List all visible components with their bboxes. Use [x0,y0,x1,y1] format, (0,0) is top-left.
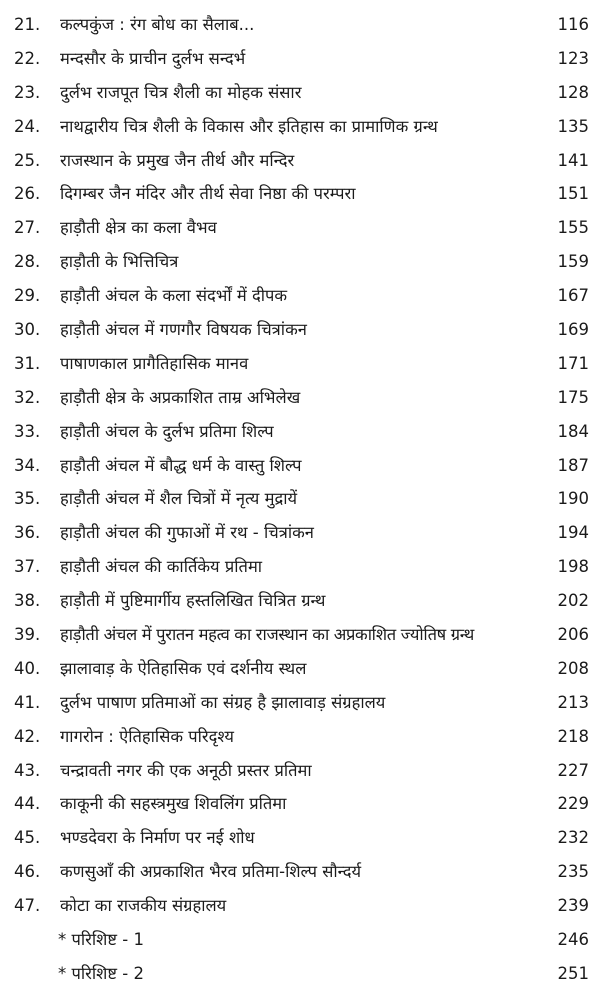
entry-number: 40. [14,658,41,678]
entry-number: 41. [14,692,41,712]
entry-page-number: 167 [557,286,589,306]
entry-number: 32. [14,387,41,407]
toc-appendix-2 [0,957,600,991]
entry-number: 28. [14,252,41,272]
entry-page-number: 116 [557,15,589,34]
entry-number: 27. [14,218,41,238]
entry-title: पाषाणकाल प्रागैतिहासिक मानव [60,353,249,373]
entry-page-number: 208 [557,658,589,678]
entry-number: 47. [14,896,41,916]
entry-title: राजस्थान के प्रमुख जैन तीर्थ और मन्दिर [60,150,295,170]
entry-title: झालावाड़ के ऐतिहासिक एवं दर्शनीय स्थल [60,658,307,678]
entry-page-number: 141 [557,150,589,170]
entry-title: कल्पकुंज : रंग बोध का सैलाब... [60,15,255,34]
entry-title: हाड़ौती अंचल की गुफाओं में रथ - चित्रांकन [60,523,314,543]
entry-page-number: 235 [557,862,589,882]
entry-page-number: 128 [557,82,589,102]
appendix-page-number: 246 [557,930,589,950]
toc-entry-24 [0,110,600,144]
entry-title: हाड़ौती अंचल के दुर्लभ प्रतिमा शिल्प [60,421,274,441]
entry-page-number: 171 [557,353,589,373]
toc-entry-38 [0,584,600,618]
entry-title: दुर्लभ पाषाण प्रतिमाओं का संग्रह है झालावाड़ संग्रहालय [60,692,386,712]
toc-entry-29 [0,279,600,313]
entry-page-number: 239 [557,896,589,916]
toc-entry-27 [0,211,600,245]
toc-entry-22 [0,42,600,76]
toc-entry-26 [0,177,600,211]
toc-entry-46 [0,855,600,889]
entry-number: 34. [14,455,41,475]
entry-title: चन्द्रावती नगर की एक अनूठी प्रस्तर प्रतिमा [60,760,312,780]
entry-page-number: 194 [557,523,589,543]
entry-title: दुर्लभ राजपूत चित्र शैली का मोहक संसार [60,82,302,102]
entry-page-number: 175 [557,387,589,407]
toc-entry-23 [0,76,600,110]
toc-entry-28 [0,245,600,279]
toc-entry-25 [0,144,600,178]
entry-page-number: 232 [557,828,589,848]
entry-number: 24. [14,116,41,136]
toc-entry-44 [0,787,600,821]
toc-entry-40 [0,652,600,686]
table-of-contents [0,8,600,991]
entry-number: 22. [14,48,41,68]
entry-number: 38. [14,591,41,611]
entry-page-number: 151 [557,184,589,204]
entry-number: 35. [14,489,41,509]
appendix-page-number: 251 [557,963,589,983]
toc-entry-47 [0,889,600,923]
toc-entry-42 [0,720,600,754]
toc-entry-41 [0,686,600,720]
entry-number: 44. [14,794,41,814]
entry-page-number: 218 [557,726,589,746]
entry-title: हाड़ौती क्षेत्र का कला वैभव [60,218,217,238]
entry-title: हाड़ौती अंचल में शैल चित्रों में नृत्य मुद्रायें [60,489,298,509]
entry-number: 26. [14,184,41,204]
appendix-title: * परिशिष्ट - 1 [58,930,144,950]
appendix-title: * परिशिष्ट - 2 [58,963,144,983]
entry-title: हाड़ौती अंचल की कार्तिकेय प्रतिमा [60,557,263,577]
entry-title: मन्दसौर के प्राचीन दुर्लभ सन्दर्भ [60,48,246,68]
entry-number: 42. [14,726,41,746]
entry-page-number: 135 [557,116,589,136]
entry-number: 46. [14,862,41,882]
entry-title: कोटा का राजकीय संग्रहालय [60,896,227,916]
entry-page-number: 206 [557,625,589,645]
entry-page-number: 198 [557,557,589,577]
entry-page-number: 229 [557,794,589,814]
entry-title: कणसुआँ की अप्रकाशित भैरव प्रतिमा-शिल्प सौन्दर्य [60,862,362,882]
toc-entry-34 [0,449,600,483]
toc-entry-21 [0,8,600,42]
entry-page-number: 213 [557,692,589,712]
entry-title: काकूनी की सहस्त्रमुख शिवलिंग प्रतिमा [60,794,287,814]
entry-page-number: 159 [557,252,589,272]
entry-title: हाड़ौती में पुष्टिमार्गीय हस्तलिखित चित्रित ग्रन्थ [60,591,326,611]
entry-title: हाड़ौती के भित्तिचित्र [60,252,179,272]
entry-page-number: 169 [557,320,589,340]
entry-page-number: 184 [557,421,589,441]
entry-number: 36. [14,523,41,543]
entry-title: भण्डदेवरा के निर्माण पर नई शोध [60,828,255,848]
entry-title: हाड़ौती अंचल के कला संदर्भों में दीपक [60,286,288,306]
toc-entry-33 [0,415,600,449]
entry-page-number: 190 [557,489,589,509]
toc-entry-36 [0,516,600,550]
entry-page-number: 123 [557,48,589,68]
toc-entry-32 [0,381,600,415]
toc-entry-35 [0,482,600,516]
entry-title: हाड़ौती क्षेत्र के अप्रकाशित ताम्र अभिलेख [60,387,301,407]
entry-title: नाथद्वारीय चित्र शैली के विकास और इतिहास का प्रामाणिक ग्रन्थ [60,116,438,136]
toc-appendix-1 [0,923,600,957]
entry-page-number: 155 [557,218,589,238]
entry-number: 31. [14,353,41,373]
entry-title: हाड़ौती अंचल में गणगौर विषयक चित्रांकन [60,320,307,340]
entry-title: गागरोन : ऐतिहासिक परिदृश्य [60,726,235,746]
entry-number: 25. [14,150,41,170]
entry-number: 23. [14,82,41,102]
entry-title: हाड़ौती अंचल में पुरातन महत्व का राजस्थान का अप्रकाशित ज्योतिष ग्रन्थ [60,625,474,645]
toc-entry-43 [0,754,600,788]
toc-entry-45 [0,821,600,855]
entry-title: दिगम्बर जैन मंदिर और तीर्थ सेवा निष्ठा की परम्परा [60,184,356,204]
entry-number: 30. [14,320,41,340]
entry-number: 45. [14,828,41,848]
entry-number: 33. [14,421,41,441]
entry-number: 43. [14,760,41,780]
entry-page-number: 227 [557,760,589,780]
entry-number: 39. [14,625,41,645]
entry-number: 29. [14,286,41,306]
toc-entry-30 [0,313,600,347]
entry-page-number: 187 [557,455,589,475]
toc-entry-39 [0,618,600,652]
entry-number: 21. [14,15,41,34]
entry-page-number: 202 [557,591,589,611]
entry-title: हाड़ौती अंचल में बौद्ध धर्म के वास्तु शिल्प [60,455,302,475]
toc-entry-31 [0,347,600,381]
toc-entry-37 [0,550,600,584]
entry-number: 37. [14,557,41,577]
